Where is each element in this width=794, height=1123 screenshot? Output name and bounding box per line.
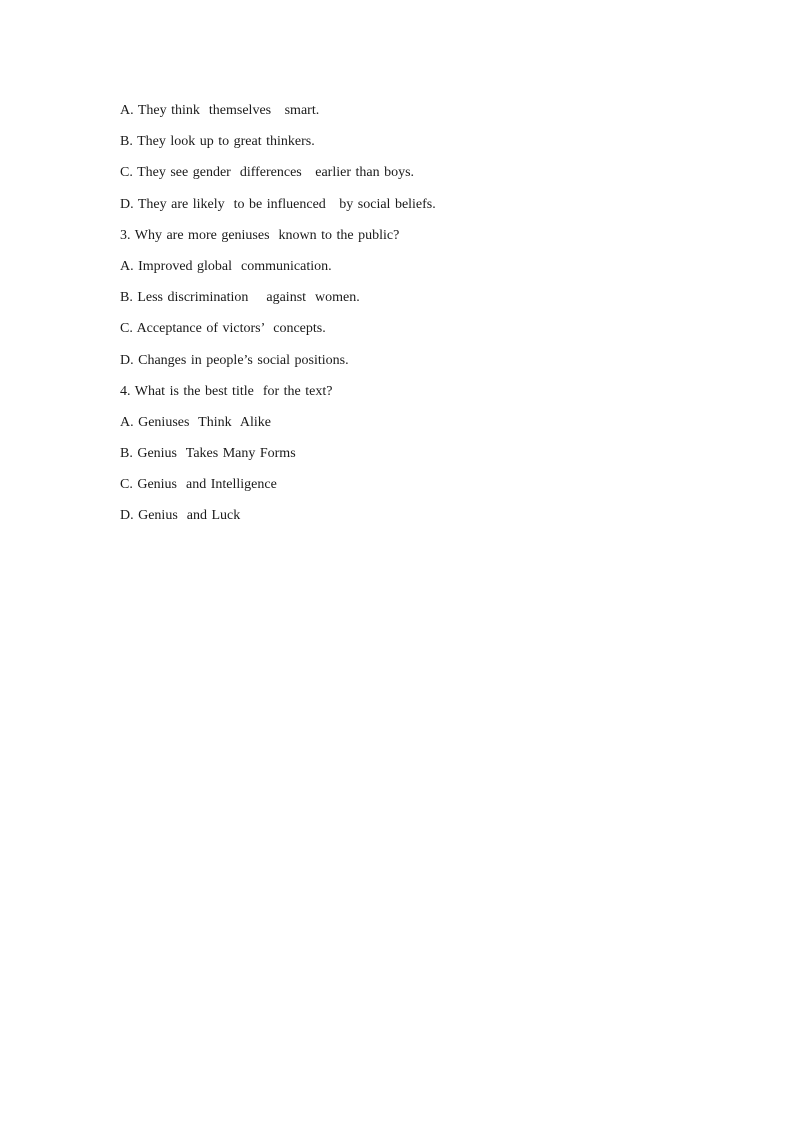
option-2d: D. They are likely to be influenced by social beliefs. [120, 196, 436, 212]
option-4b: B. Genius Takes Many Forms [120, 446, 296, 462]
option-4a: A. Geniuses Think Alike [120, 414, 271, 430]
question-4: 4. What is the best title for the text? [120, 383, 333, 399]
option-4d: D. Genius and Luck [120, 508, 241, 524]
option-2a: A. They think themselves smart. [120, 103, 320, 118]
option-2b: B. They look up to great thinkers. [120, 134, 315, 150]
question-3: 3. Why are more geniuses known to the public? [120, 227, 400, 243]
option-2c: C. They see gender differences earlier than boys. [120, 165, 415, 181]
option-3d: D. Changes in people’s social positions. [120, 352, 349, 368]
option-3a: A. Improved global communication. [120, 258, 332, 274]
question-block [120, 102, 720, 539]
option-3c: C. Acceptance of victors’ concepts. [120, 321, 326, 337]
option-4c: C. Genius and Intelligence [120, 477, 277, 493]
option-3b: B. Less discrimination against women. [120, 290, 360, 306]
